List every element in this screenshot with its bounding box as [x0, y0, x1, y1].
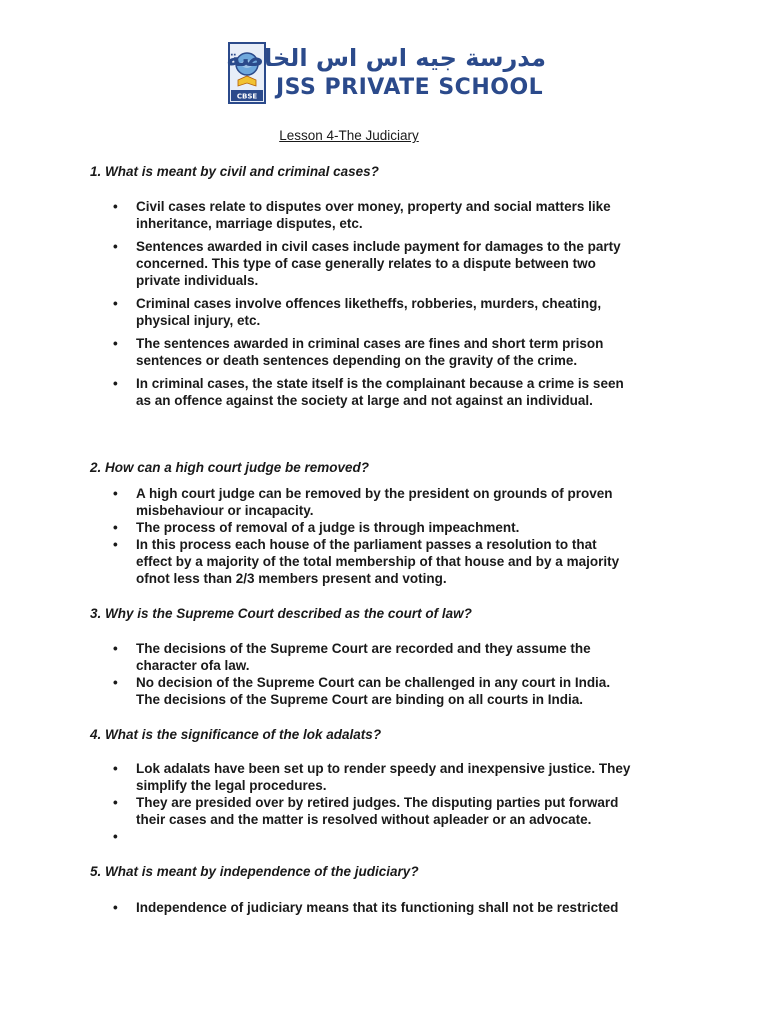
answer-item: • No decision of the Supreme Court can be challenged in any court in India. The decisions of the Supreme Court are binding on all courts in India. — [113, 674, 633, 708]
answer-item — [113, 828, 633, 845]
answer-item: • Independence of judiciary means that its functioning shall not be restricted — [113, 899, 633, 916]
answer-item: • The sentences awarded in criminal cases are fines and short term prison sentences or death sentences depending on the gravity of the crime. — [113, 335, 633, 369]
answer-item: • Civil cases relate to disputes over money, property and social matters like inheritance, marriage disputes, etc. — [113, 198, 633, 232]
question-heading: 5. What is meant by independence of the judiciary? — [90, 864, 419, 879]
lesson-title — [0, 128, 768, 143]
answer-list — [113, 640, 633, 708]
question-heading: 4. What is the significance of the lok adalats? — [90, 727, 382, 742]
answer-item: • Sentences awarded in civil cases include payment for damages to the party concerned. This type of case generally relates to a dispute between two private individuals. — [113, 238, 633, 289]
answer-item: • In this process each house of the parliament passes a resolution to that effect by a majority of the total membership of that house and by a majority ofnot less than 2/3 members present and voting. — [113, 536, 633, 587]
answer-item: • The decisions of the Supreme Court are recorded and they assume the character ofa law. — [113, 640, 633, 674]
answer-item: • In criminal cases, the state itself is the complainant because a crime is seen as an offence against the society at large and not against an individual. — [113, 375, 633, 409]
answer-list — [113, 760, 633, 845]
school-name-english: JSS PRIVATE SCHOOL — [276, 75, 544, 100]
answer-item: • Criminal cases involve offences liketheffs, robberies, murders, cheating, physical injury, etc. — [113, 295, 633, 329]
answer-item: • They are presided over by retired judges. The disputing parties put forward their cases and the matter is resolved without apleader or an advocate. — [113, 794, 633, 828]
answer-item: • The process of removal of a judge is through impeachment. — [113, 519, 633, 536]
answer-list — [113, 198, 633, 415]
answer-list — [113, 485, 633, 587]
question-heading: 1. What is meant by civil and criminal cases? — [90, 164, 379, 179]
question-heading: 3. Why is the Supreme Court described as the court of law? — [90, 606, 472, 621]
crest-label: CBSE — [236, 92, 258, 101]
answer-item: • Lok adalats have been set up to render speedy and inexpensive justice. They simplify the legal procedures. — [113, 760, 633, 794]
lesson-title-text: Lesson 4-The Judiciary — [279, 128, 419, 143]
question-heading: 2. How can a high court judge be removed? — [90, 460, 370, 475]
school-logo — [228, 42, 546, 104]
answer-list — [113, 899, 633, 916]
answer-item: • A high court judge can be removed by the president on grounds of proven misbehaviour or incapacity. — [113, 485, 633, 519]
school-name-arabic: مدرسة جيه اس اس الخاصة — [226, 44, 546, 72]
